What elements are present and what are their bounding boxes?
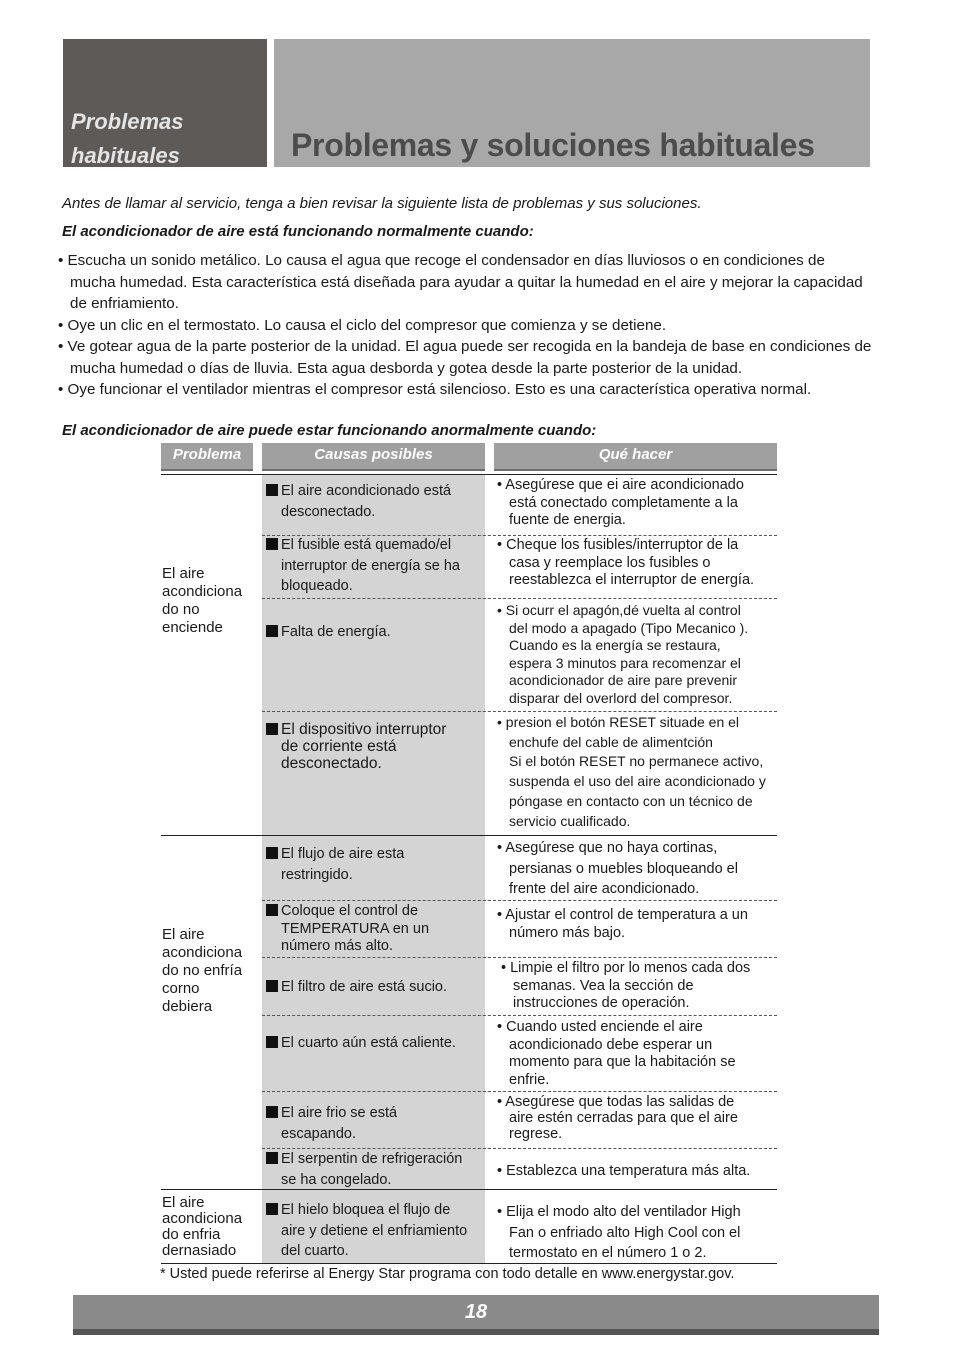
problem-label-enfria-demasiado — [162, 1195, 242, 1259]
normal-item: • Ve gotear agua de la parte posterior de la unidad. El agua puede ser recogida en la bandeja de base en condiciones de mucha humedad o días de lluvia. Esta agua desborda y gotea desde la parte posterior de la unidad. — [58, 338, 872, 377]
cause-line: bloqueado. — [281, 578, 353, 594]
normal-list — [58, 250, 873, 401]
cause-cell — [266, 535, 482, 597]
square-bullet-icon — [266, 980, 278, 992]
page-footer-bar — [73, 1295, 879, 1335]
cause-line: El flujo de aire esta — [281, 846, 405, 862]
fix-line: enchufe del cable de alimentción — [509, 733, 713, 750]
problem-line: acondiciona — [162, 1210, 243, 1227]
cause-line: El filtro de aire está sucio. — [281, 979, 448, 995]
cause-line: Coloque el control de — [281, 903, 419, 919]
fix-line: • Si ocurr el apagón,dé vuelta al control — [497, 602, 741, 618]
cause-line: interruptor de energía se ha — [281, 557, 460, 574]
col-header-fix: Qué hacer — [494, 443, 777, 471]
fix-line: espera 3 minutos para recomenzar el — [509, 654, 741, 671]
cause-line: TEMPERATURA en un — [281, 920, 430, 937]
cause-line: El serpentin de refrigeración — [281, 1151, 463, 1167]
row-separator — [262, 598, 777, 599]
fix-line: frente del aire acondicionado. — [509, 881, 700, 897]
cause-line: El fusible está quemado/el — [281, 537, 452, 553]
cause-line: El aire frio se está — [281, 1105, 398, 1121]
row-separator — [262, 1091, 777, 1092]
fix-cell — [497, 838, 787, 900]
normal-heading: El acondicionador de aire está funcionando normalmente cuando: — [62, 223, 534, 240]
fix-line: • Asegúrese que ei aire acondicionado — [497, 477, 744, 493]
square-bullet-icon — [266, 847, 278, 859]
col-header-causes: Causas posibles — [262, 443, 485, 471]
fix-line: enfrie. — [509, 1071, 550, 1088]
section-label-line1: Problemas — [71, 109, 184, 134]
fix-line: disparar del overlord del compresor. — [509, 689, 733, 706]
problem-line: do no enfría — [162, 962, 243, 979]
fix-line: • Elija el modo alto del ventilador High — [497, 1204, 741, 1220]
fix-line: Fan o enfriado alto High Cool con el — [509, 1224, 741, 1241]
square-bullet-icon — [266, 1203, 278, 1215]
footnote: * Usted puede referirse al Energy Star programa con todo detalle en www.energystar.gov. — [160, 1266, 735, 1282]
normal-item: • Oye un clic en el termostato. Lo causa el ciclo del compresor que comienza y se detiene. — [58, 316, 667, 334]
cause-line: Falta de energía. — [281, 624, 391, 640]
fix-line: • Establezca una temperatura más alta. — [497, 1163, 751, 1179]
fix-line: suspenda el uso del aire acondicionado y — [509, 773, 766, 790]
normal-item: • Oye funcionar el ventilador mientras el compresor está silencioso. Esto es una característica operativa normal. — [58, 381, 812, 398]
cause-cell — [266, 481, 482, 522]
row-separator — [262, 711, 777, 712]
fix-line: casa y reemplace los fusibles o — [509, 554, 711, 571]
fix-line: instrucciones de operación. — [513, 995, 690, 1011]
fix-cell — [497, 477, 787, 530]
section-tab — [63, 39, 267, 167]
fix-line: persianas o muebles bloqueando el — [509, 860, 738, 877]
fix-line: momento para que la habitación se — [509, 1054, 736, 1070]
group-separator — [161, 835, 777, 836]
problem-line: El aire — [162, 926, 205, 943]
cause-line: número más alto. — [281, 938, 394, 954]
problem-line: dernasiado — [162, 1242, 237, 1259]
problem-line: do enfria — [162, 1226, 221, 1243]
fix-cell — [497, 713, 787, 831]
fix-line: del modo a apagado (Tipo Mecanico ). — [509, 619, 749, 636]
fix-line: • Asegúrese que no haya cortinas, — [497, 840, 718, 856]
cause-line: aire y detiene el enfriamiento — [281, 1222, 468, 1239]
fix-cell — [497, 1019, 787, 1089]
cause-cell — [266, 1149, 482, 1190]
fix-line: • Limpie el filtro por lo menos cada dos — [501, 960, 751, 976]
fix-cell — [497, 1094, 787, 1142]
fix-line: está conectado completamente a la — [509, 494, 738, 511]
problem-line: El aire — [162, 1194, 205, 1211]
square-bullet-icon — [266, 904, 278, 916]
problem-line: acondiciona — [162, 944, 243, 961]
cause-line: El aire acondicionado está — [281, 483, 452, 499]
square-bullet-icon — [266, 484, 278, 496]
cause-cell — [266, 1200, 482, 1262]
fix-line: Cuando es la energía se restaura, — [509, 637, 721, 653]
fix-line: reestablezca el interruptor de energía. — [509, 572, 755, 588]
square-bullet-icon — [266, 625, 278, 637]
fix-line: aire estén cerradas para que el aire — [509, 1110, 738, 1126]
square-bullet-icon — [266, 1152, 278, 1164]
problem-line: El aire — [162, 565, 205, 582]
cause-line: desconectado. — [281, 755, 382, 772]
problem-label-no-enfria — [162, 926, 242, 1016]
table-top-rule — [161, 474, 777, 475]
row-separator — [262, 900, 777, 901]
abnormal-heading: El acondicionador de aire puede estar funcionando anormalmente cuando: — [62, 422, 597, 439]
problem-line: enciende — [162, 619, 223, 636]
problem-line: acondiciona — [162, 583, 243, 600]
row-separator — [262, 1015, 777, 1016]
cause-line: El cuarto aún está caliente. — [281, 1035, 456, 1051]
cause-cell — [266, 903, 482, 956]
fix-line: • presion el botón RESET situade en el — [497, 714, 740, 730]
cause-line: desconectado. — [281, 503, 376, 520]
fix-line: servicio cualificado. — [509, 812, 631, 829]
cause-cell — [266, 622, 482, 643]
row-separator — [262, 957, 777, 958]
page-number: 18 — [464, 1301, 488, 1323]
problem-label-no-enciende — [162, 565, 242, 637]
fix-line: fuente de energia. — [509, 512, 626, 528]
fix-line: • Asegúrese que todas las salidas de — [497, 1094, 735, 1110]
square-bullet-icon — [266, 538, 278, 550]
fix-line: acondicionado debe esperar un — [509, 1036, 713, 1053]
title-banner — [274, 39, 870, 167]
cause-cell — [266, 721, 482, 772]
fix-line: • Ajustar el control de temperatura a un — [497, 907, 748, 923]
problem-line: debiera — [162, 998, 213, 1015]
fix-line: • Cuando usted enciende el aire — [497, 1019, 703, 1035]
square-bullet-icon — [266, 1036, 278, 1048]
fix-cell — [497, 602, 787, 707]
cause-line: se ha congelado. — [281, 1171, 392, 1188]
cause-line: El dispositivo interruptor — [281, 721, 447, 738]
cause-line: restringido. — [281, 866, 353, 883]
col-header-problem: Problema — [161, 443, 253, 471]
cause-line: de corriente está — [281, 738, 397, 755]
fix-line: póngase en contacto con un técnico de — [509, 792, 753, 809]
cause-cell — [266, 844, 482, 885]
problem-line: corno — [162, 980, 200, 997]
fix-cell — [497, 907, 787, 942]
fix-cell — [497, 1202, 787, 1264]
fix-line: Si el botón RESET no permanece activo, — [509, 753, 764, 770]
cause-line: escapando. — [281, 1125, 356, 1142]
cause-line: El hielo bloquea el flujo de — [281, 1202, 451, 1218]
fix-line: • Cheque los fusibles/interruptor de la — [497, 537, 739, 553]
intro-text: Antes de llamar al servicio, tenga a bien revisar la siguiente lista de problemas y sus soluciones. — [62, 195, 702, 212]
fix-cell — [497, 1163, 787, 1181]
fix-line: semanas. Vea la sección de — [513, 977, 694, 994]
cause-line: del cuarto. — [281, 1243, 349, 1259]
square-bullet-icon — [266, 1106, 278, 1118]
fix-line: regrese. — [509, 1126, 563, 1142]
fix-cell — [501, 960, 791, 1013]
fix-line: termostato en el número 1 o 2. — [509, 1245, 707, 1261]
square-bullet-icon — [266, 723, 278, 735]
page-title: Problemas y soluciones habituales — [291, 127, 815, 163]
problem-line: do no — [162, 601, 200, 618]
section-label-line2: habituales — [71, 143, 180, 168]
fix-cell — [497, 537, 787, 590]
cause-cell — [266, 977, 482, 998]
cause-cell — [266, 1103, 482, 1144]
normal-item: • Escucha un sonido metálico. Lo causa el agua que recoge el condensador en días lluviosos o en condiciones de mucha humedad. Esta característica está diseñada para ayudar a quitar la humedad en el aire y mejorar la capacidad de enfriamiento. — [58, 252, 863, 312]
cause-cell — [266, 1033, 482, 1054]
fix-line: número más bajo. — [509, 924, 626, 941]
fix-line: acondicionador de aire pare prevenir — [509, 672, 738, 688]
